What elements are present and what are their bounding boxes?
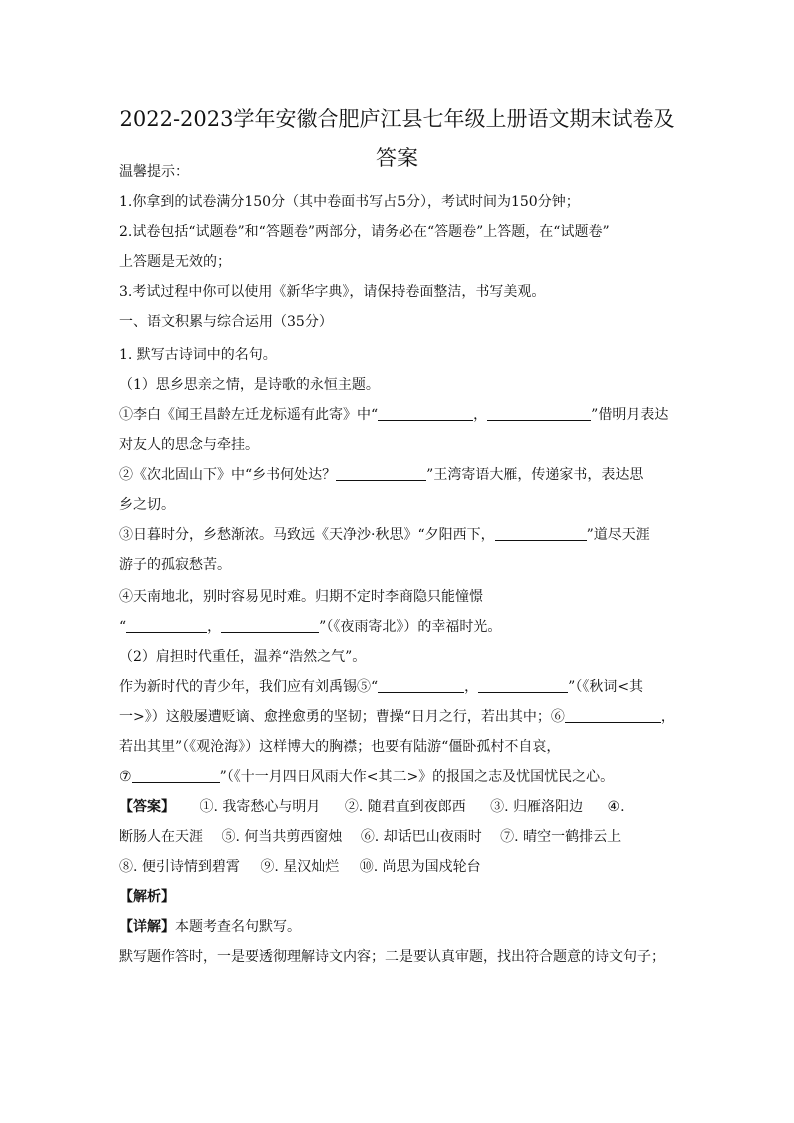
- answer-item: ⑦. 晴空一鹤排云上: [500, 829, 622, 845]
- answer-blank[interactable]: [495, 525, 587, 541]
- paragraph-1-mid: ，: [464, 679, 479, 695]
- answer-item: ⑤. 何当共剪西窗烛: [221, 829, 343, 845]
- answer-blank[interactable]: [487, 405, 591, 421]
- item-2-text-pre: ②《次北固山下》中“乡书何处达？: [119, 467, 337, 483]
- detail-text: 本题考查名句默写。: [175, 919, 301, 935]
- answer-item: ⑩. 尚思为国戍轮台: [359, 859, 481, 875]
- tip-2-line-1: 2.试卷包括“试题卷”和“答题卷”两部分，请务必在“答题卷”上答题，在“试题卷”: [119, 224, 610, 240]
- section-heading: 一、语文积累与综合运用（35分）: [119, 314, 333, 330]
- answer-item: ④.: [607, 799, 625, 815]
- item-1-line-2: 对友人的思念与牵挂。: [119, 437, 259, 453]
- paragraph-1-pre: 作为新时代的青少年，我们应有刘禹锡⑤“: [119, 679, 379, 695]
- item-2-line-1: [119, 465, 643, 485]
- item-2-line-2: 乡之切。: [119, 497, 175, 513]
- answer-item: ⑨. 星汉灿烂: [260, 859, 340, 875]
- answer-item: 断肠人在天涯: [119, 829, 203, 845]
- item-4-line-1: ④天南地北，别时容易见时难。归期不定时李商隐只能憧憬: [119, 589, 483, 605]
- paragraph-2-post: ，: [660, 709, 675, 725]
- paragraph-1-post: ”（《秋词<其: [568, 679, 644, 695]
- answers-line-3: [119, 857, 481, 877]
- document-title-line-2: 答案: [376, 146, 418, 170]
- paragraph-2-pre: 一>》）这般屡遭贬谪、愈挫愈勇的坚韧；曹操“日月之行，若出其中；⑥: [119, 709, 565, 725]
- answer-blank[interactable]: [132, 767, 220, 783]
- question-1: 1. 默写古诗词中的名句。: [119, 347, 277, 363]
- item-1-text-post: ”借明月表达: [591, 407, 669, 423]
- answer-item: ②. 随君直到夜郎西: [344, 799, 466, 815]
- answer-blank[interactable]: [378, 677, 464, 693]
- answers-line-2: [119, 827, 621, 847]
- analysis-label: 【解析】: [119, 889, 175, 905]
- item-4-text-post: ”（《夜雨寄北》）的幸福时光。: [319, 619, 502, 635]
- document-title-line-1: 2022-2023学年安徽合肥庐江县七年级上册语文期末试卷及: [119, 107, 675, 131]
- answer-blank[interactable]: [336, 465, 426, 481]
- tip-3: 3.考试过程中你可以使用《新华字典》，请保持卷面整洁，书写美观。: [119, 284, 546, 300]
- item-1-line-1: [119, 405, 668, 425]
- answer-item: ③. 归雁洛阳边: [490, 799, 584, 815]
- item-3-text-post: ”道尽天涯: [586, 527, 650, 543]
- detail-label: 【详解】: [119, 919, 175, 935]
- item-4-text-mid: ，: [207, 619, 222, 635]
- paragraph-line-2: [119, 707, 675, 727]
- answer-blank[interactable]: [478, 677, 568, 693]
- answer-blank[interactable]: [221, 617, 319, 633]
- answer-item: ①. 我寄愁心与明月: [199, 799, 321, 815]
- answers-line-1: [119, 797, 625, 817]
- question-1-part-1: （1）思乡思亲之情，是诗歌的永恒主题。: [119, 377, 380, 393]
- answer-blank[interactable]: [126, 617, 207, 633]
- tip-1: 1.你拿到的试卷满分150分（其中卷面书写占5分），考试时间为150分钟；: [119, 194, 580, 210]
- final-line: 默写题作答时，一是要透彻理解诗文内容；二是要认真审题，找出符合题意的诗文句子；: [119, 949, 665, 965]
- paragraph-4-pre: ⑦: [119, 769, 132, 785]
- item-3-line-1: [119, 525, 650, 545]
- answer-blank[interactable]: [565, 707, 661, 723]
- question-1-part-2: （2）肩担时代重任，温养“浩然之气”。: [119, 649, 367, 665]
- answer-item: ⑥. 却话巴山夜雨时: [360, 829, 482, 845]
- item-1-text-mid: ，: [473, 407, 488, 423]
- answer-label: 【答案】: [119, 799, 175, 815]
- item-2-text-post: ”王湾寄语大雁，传递家书，表达思: [426, 467, 644, 483]
- tips-heading: 温馨提示：: [119, 164, 189, 180]
- paragraph-line-1: [119, 677, 643, 697]
- item-3-text-pre: ③日暮时分，乡愁渐浓。马致远《天净沙·秋思》“夕阳西下，: [119, 527, 495, 543]
- tip-2-line-2: 上答题是无效的；: [119, 254, 231, 270]
- answer-item: ⑧. 便引诗情到碧霄: [119, 859, 240, 875]
- answer-blank[interactable]: [378, 405, 473, 421]
- item-4-text-pre: “: [119, 619, 127, 635]
- paragraph-4-post: ”（《十一月四日风雨大作<其二>》的报国之志及忧国忧民之心。: [219, 769, 615, 785]
- item-1-text-pre: ①李白《闻王昌龄左迁龙标遥有此寄》中“: [119, 407, 379, 423]
- detail-line: [119, 917, 301, 937]
- paragraph-line-3: 若出其里”（《观沧海》）这样博大的胸襟；也要有陆游“僵卧孤村不自哀，: [119, 739, 561, 755]
- item-4-line-2: [119, 617, 501, 637]
- item-3-line-2: 游子的孤寂愁苦。: [119, 557, 231, 573]
- paragraph-line-4: [119, 767, 614, 787]
